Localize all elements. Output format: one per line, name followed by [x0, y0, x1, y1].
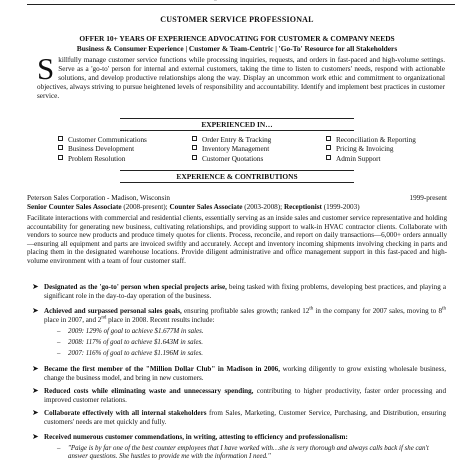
employment-dates: 1999-present: [409, 194, 447, 202]
role-title: Counter Sales Associate: [169, 202, 243, 211]
role-dates: (2003-2008);: [242, 202, 284, 211]
experience-heading: [120, 170, 354, 183]
role-dates: (1999-2003): [321, 202, 360, 211]
skill-item: Customer Communications: [58, 136, 147, 145]
employer-line: [27, 194, 447, 203]
square-bullet-icon: [192, 155, 197, 160]
heading-rule-bottom: [120, 182, 354, 183]
square-bullet-icon: [58, 136, 63, 141]
employer-name: Peterson Sales Corporation - Madison, Wisconsin: [27, 194, 170, 202]
summary-text: killfully manage customer service functions while processing inquiries, requests, and orders in fast-paced and high-volume settings. Serve as a 'go-to' person for internal and external customers, taking the time to listen to customers' needs, respond with actionable solutions, and develop productive relationships along the way. Display an uncommon work ethic and commitment to organizational objectives, always striving to pursue heightened levels of responsibility and accountability. Identify and implement best practices in customer service.: [37, 56, 445, 100]
square-bullet-icon: [192, 145, 197, 150]
achievement-item: ➤ Designated as the 'go-to' person when special projects arise, being tasked with fixing problems, developing best practices, and playing a significant role in the day-to-day operation of the business.: [32, 282, 446, 300]
customer-quote: – "Paige is by far one of the best counter employees that I have worked with…she is very thorough and always calls back if she can't answer questions. She hustles to provide me with the information I need.": [57, 445, 429, 461]
sales-result-item: – 2007: 116% of goal to achieve $1.196M in sales.: [57, 350, 203, 357]
skills-column-2: [192, 136, 271, 164]
bullet-arrow-icon: ➤: [32, 306, 39, 315]
heading-rule-bottom: [120, 130, 354, 131]
dash-icon: –: [57, 350, 61, 357]
skill-item: Order Entry & Tracking: [192, 136, 271, 145]
skill-item: Reconciliation & Reporting: [326, 136, 416, 145]
bullet-arrow-icon: ➤: [32, 386, 39, 395]
achievement-item: ➤ Achieved and surpassed personal sales goals, ensuring profitable sales growth; ranked 12th in the company for 2007 sales, moving to 8th place in 2007, and 2nd place in 2008. Recent results include:: [32, 306, 446, 324]
sales-result-item: – 2009: 129% of goal to achieve $1.677M in sales.: [57, 328, 204, 335]
contact-line: [0, 0, 474, 3]
skill-item: Pricing & Invoicing: [326, 145, 416, 154]
experience-heading-text: EXPERIENCE & CONTRIBUTIONS: [176, 172, 298, 181]
bullet-arrow-icon: ➤: [32, 364, 39, 373]
drop-cap: S: [37, 51, 55, 86]
square-bullet-icon: [192, 136, 197, 141]
summary-paragraph: [37, 51, 445, 101]
skill-item: Inventory Management: [192, 145, 271, 154]
achievement-item: ➤ Reduced costs while eliminating waste and unnecessary spending, contributing to higher productivity, faster order processing and improved customer relations.: [32, 386, 447, 404]
contact-email[interactable]: [200, 0, 244, 1]
dash-icon: –: [57, 339, 61, 346]
square-bullet-icon: [326, 136, 331, 141]
skills-column-3: [326, 136, 416, 164]
bullet-arrow-icon: ➤: [32, 432, 39, 441]
job-description: Facilitate interactions with commercial and residential clients, essentially serving as an inside sales and customer service representative and holding accountability for generating new business, cultivating relationships, and providing support to walk-in HVAC contractor clients. Collaborate with vendors to source new products and produce timely quotes for clients. Process, reconcile, and report on daily transactions—6,000+ orders annually—ensuring all equipment and parts are invoiced swiftly and accurately. Accept and inventory incoming shipments involving checking in parts and placing them in the designated warehouse locations. Provide diligent administrative and office management support in this fast-paced and high-volume environment with a team of four customer staff.: [27, 214, 447, 265]
role-dates: (2008-present);: [121, 202, 170, 211]
dash-icon: –: [57, 328, 61, 335]
skills-column-1: [58, 136, 147, 164]
achievement-item: ➤ Became the first member of the "Million Dollar Club" in Madison in 2006, working diligently to grow existing wholesale business, change the business model, and bring in new customers.: [32, 364, 446, 382]
skill-item: Admin Support: [326, 155, 416, 164]
square-bullet-icon: [58, 155, 63, 160]
skill-item: Problem Resolution: [58, 155, 147, 164]
contact-location: [32, 0, 97, 1]
resume-title: CUSTOMER SERVICE PROFESSIONAL: [160, 15, 314, 24]
contact-phone: [372, 0, 425, 1]
bullet-arrow-icon: ➤: [32, 282, 39, 291]
achievement-item: ➤ Received numerous customer commendations, in writing, attesting to efficiency and professionalism:: [32, 432, 348, 441]
expertise-heading: [120, 118, 354, 131]
role-title: Receptionist: [283, 202, 322, 211]
role-title: Senior Counter Sales Associate: [27, 202, 122, 211]
expertise-heading-text: EXPERIENCED IN…: [201, 120, 273, 129]
achievement-item: ➤ Collaborate effectively with all internal stakeholders from Sales, Marketing, Customer Service, Purchasing, and Distribution, ensuring customers' needs are met quickly and fully.: [32, 408, 446, 426]
sales-result-item: – 2008: 117% of goal to achieve $1.643M in sales.: [57, 339, 203, 346]
bullet-arrow-icon: ➤: [32, 408, 39, 417]
roles-line: [27, 203, 447, 212]
header-rule: [27, 4, 455, 5]
job-header: [27, 194, 447, 212]
square-bullet-icon: [58, 145, 63, 150]
offer-line: OFFER 10+ YEARS OF EXPERIENCE ADVOCATING FOR CUSTOMER & COMPANY NEEDS: [79, 34, 395, 43]
skill-item: Business Development: [58, 145, 147, 154]
square-bullet-icon: [326, 155, 331, 160]
dash-icon: –: [57, 445, 61, 452]
subtitle-line: Business & Consumer Experience | Customer & Team-Centric | 'Go-To' Resource for all Stakeholders: [76, 44, 398, 53]
square-bullet-icon: [326, 145, 331, 150]
skill-item: Customer Quotations: [192, 155, 271, 164]
